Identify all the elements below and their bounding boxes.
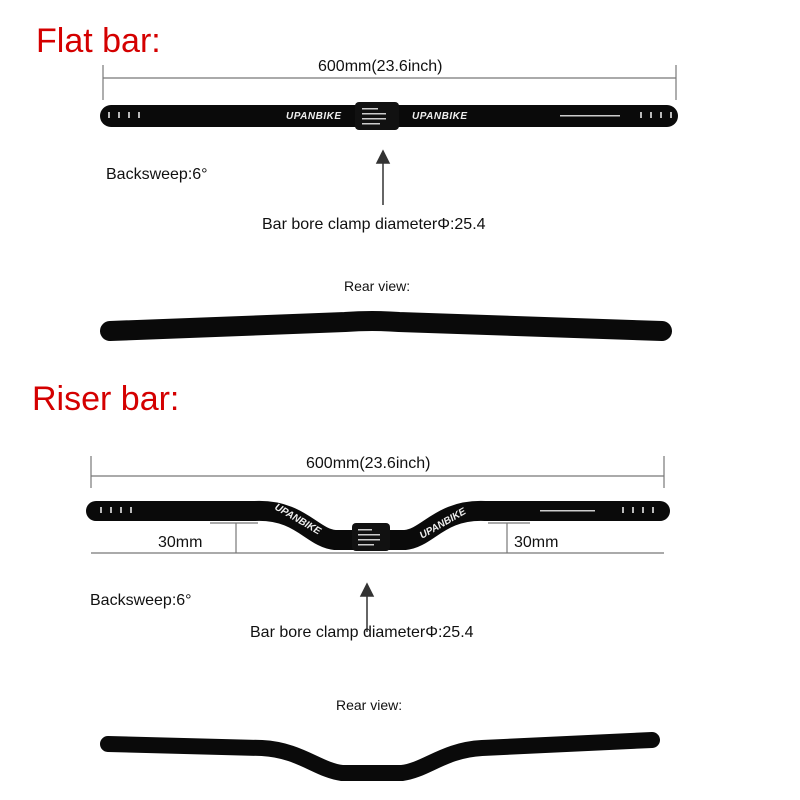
flat-bar-clamp-arrow [377, 151, 389, 205]
riser-bar-brand-left: UPANBIKE [272, 502, 323, 538]
flat-bar-backsweep: Backsweep:6° [106, 166, 208, 183]
flat-bar-rear-view [110, 321, 662, 331]
riser-bar-brand-right: UPANBIKE [418, 506, 469, 542]
flat-bar-top-view [100, 102, 678, 130]
riser-bar-rear-view-label: Rear view: [336, 697, 403, 713]
flat-bar-title: Flat bar: [36, 22, 161, 60]
riser-bar-clamp-label: Bar bore clamp diameterΦ:25.4 [250, 624, 474, 641]
flat-bar-clamp-label: Bar bore clamp diameterΦ:25.4 [262, 216, 486, 233]
flat-bar-rear-view-label: Rear view: [344, 278, 411, 294]
flat-bar-width-label: 600mm(23.6inch) [318, 58, 443, 75]
flat-bar-dimension-line [103, 65, 676, 100]
flat-bar-brand-right: UPANBIKE [412, 111, 468, 122]
riser-bar-backsweep: Backsweep:6° [90, 592, 192, 609]
riser-rise-right-label: 30mm [514, 534, 559, 551]
riser-bar-width-label: 600mm(23.6inch) [306, 455, 431, 472]
riser-bar-rear-view [108, 740, 652, 773]
flat-bar-brand-left: UPANBIKE [286, 111, 342, 122]
riser-bar-title: Riser bar: [32, 380, 180, 418]
riser-rise-left-label: 30mm [158, 534, 203, 551]
